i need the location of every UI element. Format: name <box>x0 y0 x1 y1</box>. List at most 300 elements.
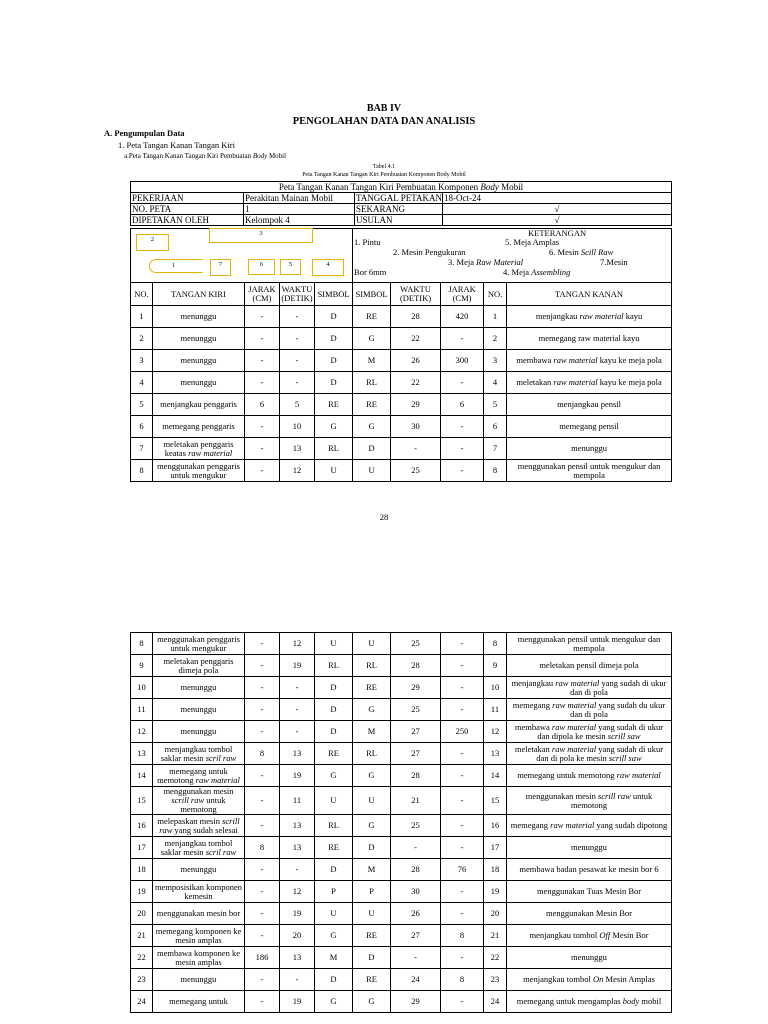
table-cell: 21 <box>391 787 441 815</box>
table-cell: 25 <box>391 460 441 482</box>
table-cell: menjangkau raw material kayu <box>507 306 672 328</box>
table-cell: 6 <box>245 394 280 416</box>
table-cell: 22 <box>391 328 441 350</box>
table-cell: 8 <box>131 460 153 482</box>
table-cell: D <box>315 859 353 881</box>
legend-pintu: 1. Pintu <box>354 237 381 247</box>
table-cell: 12 <box>280 460 315 482</box>
table-cell: membawa komponen ke mesin amplas <box>153 947 245 969</box>
table-cell: memegang untuk memotong raw material <box>507 765 672 787</box>
table-cell: G <box>353 328 391 350</box>
table-cell: - <box>441 837 484 859</box>
table-row <box>131 699 672 721</box>
table-cell: G <box>353 991 391 1013</box>
table-cell: menjangkau raw material yang sudah di ukur dan di pola <box>507 677 672 699</box>
table-cell: - <box>441 655 484 677</box>
nopeta-label: NO. PETA <box>131 204 244 215</box>
table-cell: - <box>245 460 280 482</box>
table-cell: menunggu <box>153 721 245 743</box>
table-cell: menggunakan penggaris untuk mengukur <box>153 633 245 655</box>
col-header: NO. <box>131 283 153 306</box>
table-cell: G <box>315 925 353 947</box>
legend-mesin-scill: 6. Mesin Scill Raw <box>549 247 614 257</box>
table-cell: - <box>245 655 280 677</box>
table-part-1 <box>130 228 671 480</box>
table-cell: RL <box>315 655 353 677</box>
table-cell: 300 <box>441 350 484 372</box>
table-cell: U <box>353 633 391 655</box>
table-cell: RL <box>353 655 391 677</box>
table-cell: menjangkau penggaris <box>153 394 245 416</box>
table-row <box>131 633 672 655</box>
subsubsection-heading: a.Peta Tangan Kanan Tangan Kiri Pembuatan Body Mobil <box>124 152 287 160</box>
table-cell: - <box>245 677 280 699</box>
table-cell: meletakan pensil dimeja pola <box>507 655 672 677</box>
nopeta-value: 1 <box>244 204 355 215</box>
table-cell: 1 <box>131 306 153 328</box>
table-cell: 25 <box>391 815 441 837</box>
table-cell: membawa raw material yang sudah di ukur dan dipola ke mesin scrill saw <box>507 721 672 743</box>
table-cell: 10 <box>280 416 315 438</box>
table-cell: 17 <box>131 837 153 859</box>
table-cell: memegang untuk mengamplas body mobil <box>507 991 672 1013</box>
table-cell: menunggu <box>153 372 245 394</box>
table-cell: 4 <box>131 372 153 394</box>
table-cell: - <box>441 633 484 655</box>
table-cell: - <box>280 306 315 328</box>
table-cell: 3 <box>131 350 153 372</box>
table-cell: - <box>441 460 484 482</box>
table-cell: RE <box>353 677 391 699</box>
table-cell: - <box>245 859 280 881</box>
layout-box-6: 6 <box>248 259 275 275</box>
table-cell: menunggu <box>153 969 245 991</box>
table-cell: 19 <box>280 765 315 787</box>
table-cell: memegang pensil <box>507 416 672 438</box>
table-cell: 20 <box>280 925 315 947</box>
legend-mesin-pengukuran: 2. Mesin Pengukuran <box>393 247 466 257</box>
legend-mesin-bor: 7.Mesin <box>600 257 628 267</box>
table-cell: menggunakan pensil untuk mengukur dan mempola <box>507 460 672 482</box>
table-cell: RE <box>353 969 391 991</box>
table-cell: D <box>315 677 353 699</box>
table-cell: U <box>353 903 391 925</box>
table-cell: - <box>441 991 484 1013</box>
table-cell: - <box>245 925 280 947</box>
table-cell: 19 <box>280 991 315 1013</box>
dipetakan-value: Kelompok 4 <box>244 215 355 226</box>
table-cell: 6 <box>484 416 507 438</box>
table-cell: - <box>245 787 280 815</box>
table-cell: - <box>441 438 484 460</box>
table-cell: - <box>441 372 484 394</box>
table-cell: 8 <box>484 460 507 482</box>
pekerjaan-value: Perakitan Mainan Mobil <box>244 193 355 204</box>
table-cell: 13 <box>280 947 315 969</box>
table-cell: - <box>280 699 315 721</box>
column-header-row <box>131 283 672 306</box>
table-cell: menggunakan mesin bor <box>153 903 245 925</box>
table-cell: 12 <box>131 721 153 743</box>
table-cell: - <box>441 699 484 721</box>
table-cell: menggunakan mesin scrill raw untuk memotong <box>153 787 245 815</box>
table-cell: 17 <box>484 837 507 859</box>
tanggal-label: TANGGAL PETAKAN <box>356 193 442 203</box>
keterangan-box <box>353 229 672 283</box>
table-cell: G <box>315 416 353 438</box>
table-cell: 12 <box>484 721 507 743</box>
page-number: 28 <box>379 512 389 522</box>
layout-box-4: 4 <box>312 259 344 276</box>
table-row <box>131 677 672 699</box>
table-cell: U <box>353 787 391 815</box>
table-cell: - <box>391 837 441 859</box>
table-cell: 28 <box>391 655 441 677</box>
table-cell: - <box>245 699 280 721</box>
keterangan-title: KETERANGAN <box>528 228 587 238</box>
table-cell: - <box>245 438 280 460</box>
col-header: JARAK (CM) <box>441 283 484 306</box>
table-cell: menunggu <box>153 350 245 372</box>
legend-meja-raw: 3. Meja Raw Material <box>448 257 524 267</box>
table-cell: 9 <box>131 655 153 677</box>
table-cell: - <box>391 947 441 969</box>
table-cell: M <box>353 721 391 743</box>
table-cell: menggunakan penggaris untuk mengukur <box>153 460 245 482</box>
legend-bor-6mm: Bor 6mm <box>354 267 387 277</box>
table-cell: RE <box>353 925 391 947</box>
chapter-title: PENGOLAHAN DATA DAN ANALISIS <box>292 116 476 127</box>
table-cell: memegang untuk memotong raw material <box>153 765 245 787</box>
table-cell: meletakan raw material kayu ke meja pola <box>507 372 672 394</box>
table-cell: 3 <box>484 350 507 372</box>
table-row <box>131 969 672 991</box>
table-cell: RL <box>315 438 353 460</box>
table-cell: D <box>315 721 353 743</box>
table-cell: - <box>441 765 484 787</box>
table-cell: menjangkau tombol saklar mesin scril raw <box>153 743 245 765</box>
section-heading: A. Pengumpulan Data <box>104 128 185 138</box>
table-cell: 10 <box>484 677 507 699</box>
table-cell: 16 <box>131 815 153 837</box>
table-cell: G <box>315 765 353 787</box>
table-cell: 6 <box>131 416 153 438</box>
table-cell: melepaskan mesin scrill raw yang sudah selesai <box>153 815 245 837</box>
table-cell: 18 <box>484 859 507 881</box>
table-row <box>131 655 672 677</box>
table-cell: 8 <box>131 633 153 655</box>
table-cell: 5 <box>280 394 315 416</box>
table-cell: 11 <box>131 699 153 721</box>
table-cell: - <box>441 881 484 903</box>
table-cell: memegang untuk <box>153 991 245 1013</box>
table-cell: - <box>280 677 315 699</box>
col-header: JARAK (CM) <box>245 283 280 306</box>
table-cell: 8 <box>441 925 484 947</box>
table-cell: 29 <box>391 677 441 699</box>
table-cell: 18 <box>131 859 153 881</box>
table-cell: menggunakan mesin scrill raw untuk memotong <box>507 787 672 815</box>
layout-box-1: 1 <box>149 259 203 273</box>
table-cell: - <box>441 677 484 699</box>
table-cell: 19 <box>280 903 315 925</box>
table-cell: D <box>315 969 353 991</box>
table-cell: 24 <box>131 991 153 1013</box>
table-cell: - <box>441 815 484 837</box>
table-cell: 186 <box>245 947 280 969</box>
table-cell: meletakan penggaris keatas raw material <box>153 438 245 460</box>
table-cell: D <box>315 350 353 372</box>
table-cell: membawa badan pesawat ke mesin bor 6 <box>507 859 672 881</box>
layout-box-3: 3 <box>209 228 313 243</box>
table-cell: 24 <box>484 991 507 1013</box>
table-cell: - <box>245 991 280 1013</box>
table-cell: menunggu <box>507 438 672 460</box>
table-cell: 20 <box>484 903 507 925</box>
table-cell: 13 <box>484 743 507 765</box>
table-cell: - <box>245 350 280 372</box>
dipetakan-label: DIPETAKAN OLEH <box>131 215 244 226</box>
table-cell: - <box>280 721 315 743</box>
table-cell: - <box>280 350 315 372</box>
table-cell: - <box>245 969 280 991</box>
table-cell: - <box>441 787 484 815</box>
table-cell: 2 <box>131 328 153 350</box>
table-cell: 7 <box>131 438 153 460</box>
table-cell: D <box>315 328 353 350</box>
table-cell: memegang raw material yang sudah du ukur dan di pola <box>507 699 672 721</box>
table-cell: - <box>245 372 280 394</box>
table-cell: memegang penggaris <box>153 416 245 438</box>
table-cell: 28 <box>391 765 441 787</box>
table-cell: - <box>280 372 315 394</box>
table-cell: 26 <box>391 350 441 372</box>
data-table-page-28 <box>130 228 672 482</box>
table-cell: 19 <box>484 881 507 903</box>
table-cell: P <box>315 881 353 903</box>
table-cell: D <box>315 372 353 394</box>
table-cell: menunggu <box>153 677 245 699</box>
table-cell: menggunakan pensil untuk mengukur dan mempola <box>507 633 672 655</box>
table-row <box>131 787 672 815</box>
table-cell: 27 <box>391 721 441 743</box>
table-row <box>131 743 672 765</box>
sekarang-label: SEKARANG <box>355 204 443 215</box>
table-cell: RE <box>315 837 353 859</box>
table-cell: 4 <box>484 372 507 394</box>
table-cell: 13 <box>131 743 153 765</box>
table-cell: - <box>441 328 484 350</box>
table-cell: - <box>245 633 280 655</box>
table-cell: memegang komponen ke mesin amplas <box>153 925 245 947</box>
table-cell: 12 <box>280 881 315 903</box>
table-cell: 16 <box>484 815 507 837</box>
table-cell: 5 <box>484 394 507 416</box>
pekerjaan-label: PEKERJAAN <box>131 193 244 204</box>
legend-meja-amplas: 5. Meja Amplas <box>505 237 560 247</box>
info-table <box>130 181 672 226</box>
table-cell: 29 <box>391 991 441 1013</box>
table-cell: 21 <box>131 925 153 947</box>
col-header: SIMBOL <box>353 283 391 306</box>
table-caption: Peta Tangan Kanan Tangan Kiri Pembuatan Komponen Body Mobil <box>302 172 466 178</box>
table-cell: 14 <box>484 765 507 787</box>
info-title: Peta Tangan Kanan Tangan Kiri Pembuatan Komponen Body Mobil <box>131 182 672 193</box>
table-cell: 8 <box>484 633 507 655</box>
table-cell: D <box>315 699 353 721</box>
table-row <box>131 925 672 947</box>
table-cell: 8 <box>245 837 280 859</box>
table-cell: 27 <box>391 743 441 765</box>
table-cell: 28 <box>391 859 441 881</box>
table-cell: - <box>280 328 315 350</box>
table-cell: 28 <box>391 306 441 328</box>
table-cell: 25 <box>391 633 441 655</box>
table-cell: 25 <box>391 699 441 721</box>
table-cell: D <box>353 837 391 859</box>
table-cell: 13 <box>280 837 315 859</box>
table-row <box>131 416 672 438</box>
table-cell: RE <box>353 394 391 416</box>
table-cell: 7 <box>484 438 507 460</box>
table-cell: M <box>353 350 391 372</box>
table-cell: 22 <box>131 947 153 969</box>
table-cell: 14 <box>131 765 153 787</box>
col-header: TANGAN KANAN <box>507 283 672 306</box>
table-row <box>131 372 672 394</box>
table-cell: menunggu <box>507 837 672 859</box>
col-header: WAKTU (DETIK) <box>391 283 441 306</box>
table-cell: 9 <box>484 655 507 677</box>
table-row <box>131 947 672 969</box>
table-cell: 15 <box>484 787 507 815</box>
table-cell: G <box>315 991 353 1013</box>
table-cell: - <box>441 903 484 925</box>
table-cell: RE <box>353 306 391 328</box>
table-cell: meletakan raw material yang sudah di ukur dan di pola ke mesin scrill saw <box>507 743 672 765</box>
layout-box-2: 2 <box>136 234 169 251</box>
table-cell: 30 <box>391 416 441 438</box>
table-cell: 6 <box>441 394 484 416</box>
table-cell: 13 <box>280 438 315 460</box>
table-cell: RL <box>315 815 353 837</box>
col-header: NO. <box>484 283 507 306</box>
tanggal-value: 18-Oct-24 <box>443 193 672 204</box>
table-cell: RL <box>353 743 391 765</box>
table-row <box>131 438 672 460</box>
table-cell: - <box>245 765 280 787</box>
table-cell: U <box>353 460 391 482</box>
table-cell: - <box>441 743 484 765</box>
chapter-label: BAB IV <box>366 103 402 114</box>
table-cell: - <box>441 416 484 438</box>
table-cell: G <box>353 765 391 787</box>
table-row <box>131 903 672 925</box>
table-cell: 22 <box>484 947 507 969</box>
table-cell: M <box>315 947 353 969</box>
table-row <box>131 394 672 416</box>
table-cell: - <box>245 328 280 350</box>
table-cell: 21 <box>484 925 507 947</box>
table-cell: menjangkau tombol saklar mesin scril raw <box>153 837 245 859</box>
table-cell: - <box>245 815 280 837</box>
table-cell: G <box>353 699 391 721</box>
table-row <box>131 328 672 350</box>
data-table-page-29 <box>130 632 672 1013</box>
table-row <box>131 859 672 881</box>
table-cell: G <box>353 815 391 837</box>
table-cell: 10 <box>131 677 153 699</box>
table-cell: - <box>245 721 280 743</box>
layout-box-5: 5 <box>280 259 301 275</box>
table-cell: - <box>391 438 441 460</box>
table-cell: menggunakan Tuas Mesin Bor <box>507 881 672 903</box>
table-cell: menjangkau tombol On Mesin Amplas <box>507 969 672 991</box>
table-cell: 5 <box>131 394 153 416</box>
table-cell: menunggu <box>153 306 245 328</box>
table-cell: - <box>245 903 280 925</box>
table-cell: memegang raw material kayu <box>507 328 672 350</box>
table-row <box>131 881 672 903</box>
table-cell: G <box>353 416 391 438</box>
table-part-2 <box>130 633 671 1013</box>
table-cell: U <box>315 633 353 655</box>
sekarang-value: √ <box>443 204 672 215</box>
table-cell: P <box>353 881 391 903</box>
table-row <box>131 306 672 328</box>
table-cell: U <box>315 903 353 925</box>
table-row <box>131 721 672 743</box>
table-cell: 420 <box>441 306 484 328</box>
table-cell: menggunakan Mesin Bor <box>507 903 672 925</box>
table-cell: D <box>353 947 391 969</box>
table-row <box>131 815 672 837</box>
table-cell: 8 <box>245 743 280 765</box>
legend-meja-assembling: 4. Meja Assembling <box>503 267 571 277</box>
table-cell: menjangkau tombol Off Mesin Bor <box>507 925 672 947</box>
table-row <box>131 991 672 1013</box>
col-header: TANGAN KIRI <box>153 283 245 306</box>
table-cell: M <box>353 859 391 881</box>
table-cell: - <box>280 859 315 881</box>
table-cell: 24 <box>391 969 441 991</box>
table-cell: 13 <box>280 743 315 765</box>
table-cell: menunggu <box>153 859 245 881</box>
table-cell: 8 <box>441 969 484 991</box>
table-cell: U <box>315 460 353 482</box>
table-cell: - <box>245 416 280 438</box>
table-cell: 19 <box>131 881 153 903</box>
table-number: Tabel 4.1 <box>372 164 396 170</box>
layout-box-7: 7 <box>210 259 231 276</box>
usulan-value: √ <box>443 215 672 226</box>
table-row <box>131 837 672 859</box>
usulan-label: USULAN <box>355 215 443 226</box>
table-cell: 26 <box>391 903 441 925</box>
table-cell: membawa raw material kayu ke meja pola <box>507 350 672 372</box>
table-cell: 11 <box>484 699 507 721</box>
table-cell: - <box>245 881 280 903</box>
table-cell: 22 <box>391 372 441 394</box>
subsection-heading: 1. Peta Tangan Kanan Tangan Kiri <box>118 140 235 150</box>
table-cell: 23 <box>484 969 507 991</box>
table-cell: 13 <box>280 815 315 837</box>
table-cell: 19 <box>280 655 315 677</box>
table-cell: 27 <box>391 925 441 947</box>
table-cell: menunggu <box>507 947 672 969</box>
table-cell: - <box>441 947 484 969</box>
table-cell: 12 <box>280 633 315 655</box>
